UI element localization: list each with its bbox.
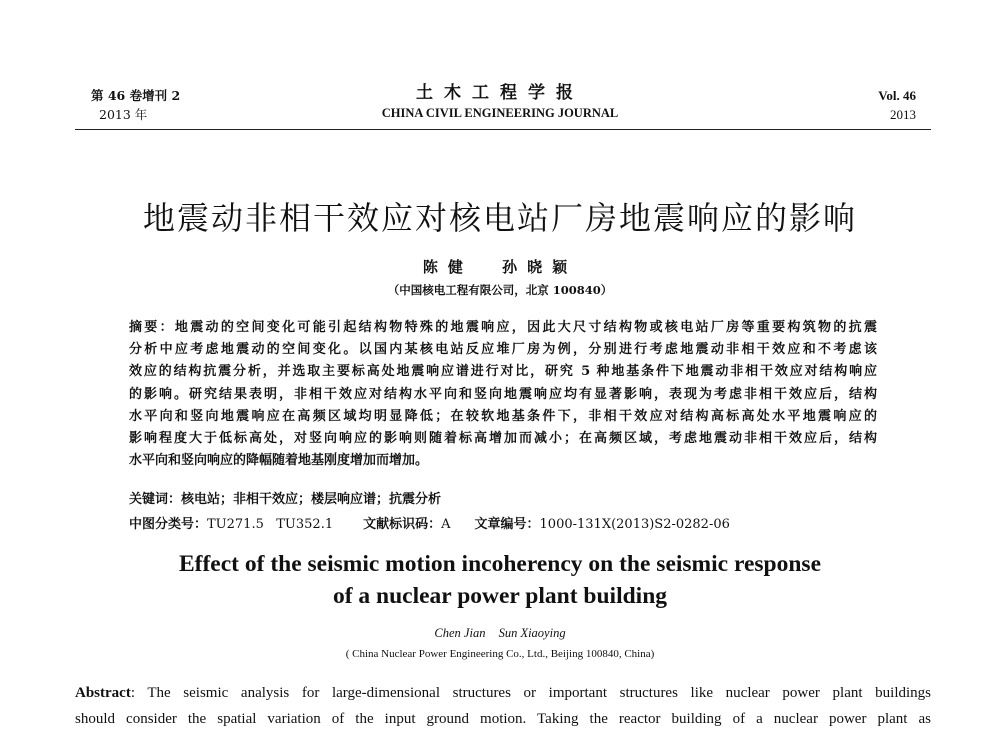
doc-code-value: A bbox=[441, 517, 451, 532]
header-year: 2013 bbox=[890, 107, 916, 122]
abstract-en bbox=[75, 680, 931, 732]
author-cn: 陈健 bbox=[422, 258, 473, 276]
affiliation-en: ( China Nuclear Power Engineering Co., Ltd., Beijing 100840, China) bbox=[345, 648, 655, 660]
keywords-cn bbox=[129, 490, 441, 510]
header-year-cn: 2013 年 bbox=[99, 107, 148, 122]
title-en-line: of a nuclear power plant building bbox=[332, 583, 668, 609]
author-en: Sun Xiaoying bbox=[498, 626, 566, 640]
authors-cn bbox=[0, 256, 1000, 277]
abstract-cn-line: 摘要：地震动的空间变化可能引起结构物特殊的地震响应，因此大尺寸结构物或核电站厂房等重要构筑物的抗震 bbox=[129, 320, 877, 335]
header-volume-info bbox=[878, 86, 916, 124]
header-rule bbox=[75, 129, 931, 130]
article-no-label: 文章编号： bbox=[474, 517, 540, 532]
clc-value: TU271.5 TU352.1 bbox=[207, 517, 334, 532]
affiliation-cn: （中国核电工程有限公司，北京 100840） bbox=[387, 283, 613, 297]
doc-code-label: 文献标识码： bbox=[363, 517, 442, 532]
classification-cn bbox=[129, 515, 730, 535]
keywords-label: 关键词： bbox=[129, 492, 182, 507]
keywords-text: 核电站；非相干效应；楼层响应谱；抗震分析 bbox=[181, 492, 442, 507]
paper-title-en bbox=[0, 548, 1000, 612]
abstract-en-line: should consider the spatial variation of the input ground motion. Taking the reactor building of a nuclear power plant as bbox=[75, 711, 931, 727]
authors-en bbox=[0, 626, 1000, 641]
journal-name-cn: 土木工程学报 bbox=[416, 83, 584, 103]
abstract-cn bbox=[129, 317, 877, 472]
header-journal bbox=[300, 82, 700, 122]
abstract-cn-line: 影响程度大于低标高处，对竖向响应的影响则随着标高增加而减小；在高频区域，考虑地震动非相干效应后，结构 bbox=[129, 430, 877, 446]
header-volume: Vol. 46 bbox=[878, 88, 916, 103]
clc-label: 中图分类号： bbox=[129, 517, 208, 532]
author-en: Chen Jian bbox=[434, 626, 486, 640]
header-issue: 第 46 卷增刊 2 bbox=[91, 88, 181, 103]
abstract-en-label: Abstract bbox=[75, 685, 131, 701]
title-en-line: Effect of the seismic motion incoherency on the seismic response bbox=[178, 551, 822, 577]
header-issue-info bbox=[91, 86, 180, 124]
journal-name-en: CHINA CIVIL ENGINEERING JOURNAL bbox=[381, 106, 619, 120]
abstract-cn-line: 分析中应考虑地震动的空间变化。以国内某核电站反应堆厂房为例，分别进行考虑地震动非相干效应和不考虑该 bbox=[129, 342, 877, 358]
abstract-cn-line: 的影响。研究结果表明，非相干效应对结构水平向和竖向地震响应均有显著影响，表现为考虑非相干效应后，结构 bbox=[129, 386, 877, 402]
abstract-cn-line: 水平向和竖向响应的降幅随着地基刚度增加而增加。 bbox=[129, 453, 429, 469]
author-cn: 孙晓颖 bbox=[502, 258, 578, 276]
article-no-value: 1000-131X(2013)S2-0282-06 bbox=[539, 517, 730, 532]
abstract-cn-line: 水平向和竖向地震响应在高频区域均明显降低；在较软地基条件下，非相干效应对结构高标高处水平地震响应的 bbox=[129, 408, 877, 424]
paper-title-cn: 地震动非相干效应对核电站厂房地震响应的影响 bbox=[142, 199, 857, 237]
abstract-en-line: Abstract: The seismic analysis for large-dimensional structures or important structures like nuclear power plant buildings bbox=[75, 685, 931, 701]
abstract-cn-line: 效应的结构抗震分析，并选取主要标高处地震响应谱进行对比，研究 5 种地基条件下地震动非相干效应对结构响应 bbox=[129, 364, 877, 380]
